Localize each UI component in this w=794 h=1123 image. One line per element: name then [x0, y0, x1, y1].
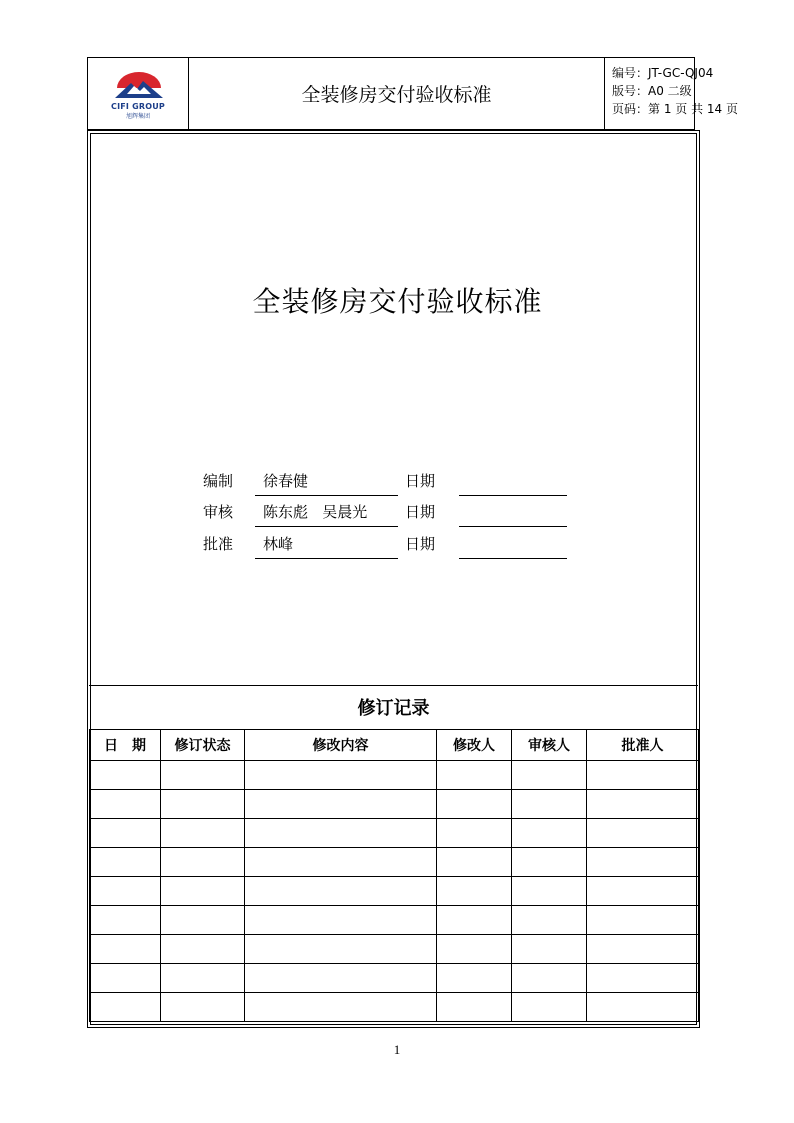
revision-divider: [89, 685, 698, 686]
sig-date-label: 日期: [405, 472, 436, 490]
table-row: [90, 877, 699, 906]
table-cell: [437, 877, 512, 906]
table-cell: [437, 964, 512, 993]
table-cell: [587, 993, 699, 1022]
table-cell: [512, 761, 587, 790]
table-row: [90, 964, 699, 993]
table-cell: [245, 877, 437, 906]
table-cell: [245, 761, 437, 790]
sig-role-approve: 批准: [203, 535, 234, 553]
table-cell: [587, 761, 699, 790]
table-row: [90, 819, 699, 848]
header-title: 全装修房交付验收标准: [189, 58, 605, 129]
table-cell: [587, 790, 699, 819]
sig-name-approve: 林峰: [263, 535, 294, 553]
table-cell: [90, 848, 161, 877]
sig-date-line: [459, 558, 567, 559]
table-cell: [161, 906, 245, 935]
sig-name-line: [255, 526, 398, 527]
table-cell: [512, 848, 587, 877]
table-cell: [161, 761, 245, 790]
table-cell: [90, 993, 161, 1022]
sig-date-label: 日期: [405, 535, 436, 553]
logo-text: CIFI GROUP: [111, 102, 165, 111]
table-row: [90, 761, 699, 790]
revision-title: 修订记录: [357, 698, 430, 719]
table-cell: [512, 993, 587, 1022]
table-cell: [512, 935, 587, 964]
table-cell: [161, 935, 245, 964]
sig-role-review: 审核: [203, 503, 234, 521]
table-cell: [90, 790, 161, 819]
table-cell: [245, 906, 437, 935]
revision-header-row: [90, 730, 699, 761]
table-cell: [161, 790, 245, 819]
table-row: [90, 848, 699, 877]
sig-name-review: 陈东彪 吴晨光: [263, 503, 368, 521]
col-status: 修订状态: [161, 730, 245, 761]
table-cell: [161, 877, 245, 906]
table-cell: [437, 993, 512, 1022]
table-cell: [587, 964, 699, 993]
col-date: 日 期: [90, 730, 161, 761]
table-cell: [245, 848, 437, 877]
table-cell: [512, 906, 587, 935]
table-cell: [161, 819, 245, 848]
table-cell: [587, 906, 699, 935]
header-meta: [605, 58, 738, 129]
logo-cell: [88, 58, 189, 129]
sig-date-line: [459, 495, 567, 496]
table-cell: [512, 877, 587, 906]
table-cell: [90, 906, 161, 935]
col-modifier: 修改人: [437, 730, 512, 761]
table-cell: [245, 964, 437, 993]
table-cell: [587, 819, 699, 848]
col-reviewer: 审核人: [512, 730, 587, 761]
sig-name-compile: 徐春健: [263, 472, 309, 490]
table-cell: [245, 819, 437, 848]
table-cell: [161, 848, 245, 877]
table-cell: [437, 819, 512, 848]
table-cell: [512, 964, 587, 993]
revision-table: [89, 729, 699, 1022]
col-approver: 批准人: [587, 730, 699, 761]
table-cell: [587, 848, 699, 877]
sig-name-line: [255, 558, 398, 559]
page-info: 页码：第 1 页 共 14 页: [612, 102, 738, 116]
table-cell: [512, 819, 587, 848]
sig-name-line: [255, 495, 398, 496]
table-cell: [245, 993, 437, 1022]
table-cell: [90, 877, 161, 906]
table-cell: [90, 761, 161, 790]
table-cell: [437, 935, 512, 964]
document-title: 全装修房交付验收标准: [252, 285, 543, 318]
table-cell: [245, 935, 437, 964]
table-cell: [437, 848, 512, 877]
table-cell: [437, 906, 512, 935]
table-cell: [587, 877, 699, 906]
logo-subtext: 旭辉集团: [125, 113, 150, 120]
revision-body: [90, 761, 699, 1022]
table-cell: [512, 790, 587, 819]
sig-role-compile: 编制: [203, 472, 234, 490]
doc-version: 版号：A0 二级: [612, 84, 692, 98]
table-row: [90, 906, 699, 935]
sig-date-label: 日期: [405, 503, 436, 521]
table-row: [90, 935, 699, 964]
table-cell: [90, 964, 161, 993]
sig-date-line: [459, 526, 567, 527]
table-cell: [90, 819, 161, 848]
document-header: [87, 57, 738, 130]
table-cell: [437, 761, 512, 790]
table-cell: [437, 790, 512, 819]
table-cell: [587, 935, 699, 964]
col-content: 修改内容: [245, 730, 437, 761]
doc-code: 编号：JT-GC-QJ04: [612, 66, 714, 80]
company-logo-icon: [114, 71, 164, 101]
table-cell: [161, 964, 245, 993]
table-cell: [245, 790, 437, 819]
table-row: [90, 993, 699, 1022]
table-cell: [161, 993, 245, 1022]
table-cell: [90, 935, 161, 964]
page-number: 1: [393, 1042, 401, 1057]
table-row: [90, 790, 699, 819]
